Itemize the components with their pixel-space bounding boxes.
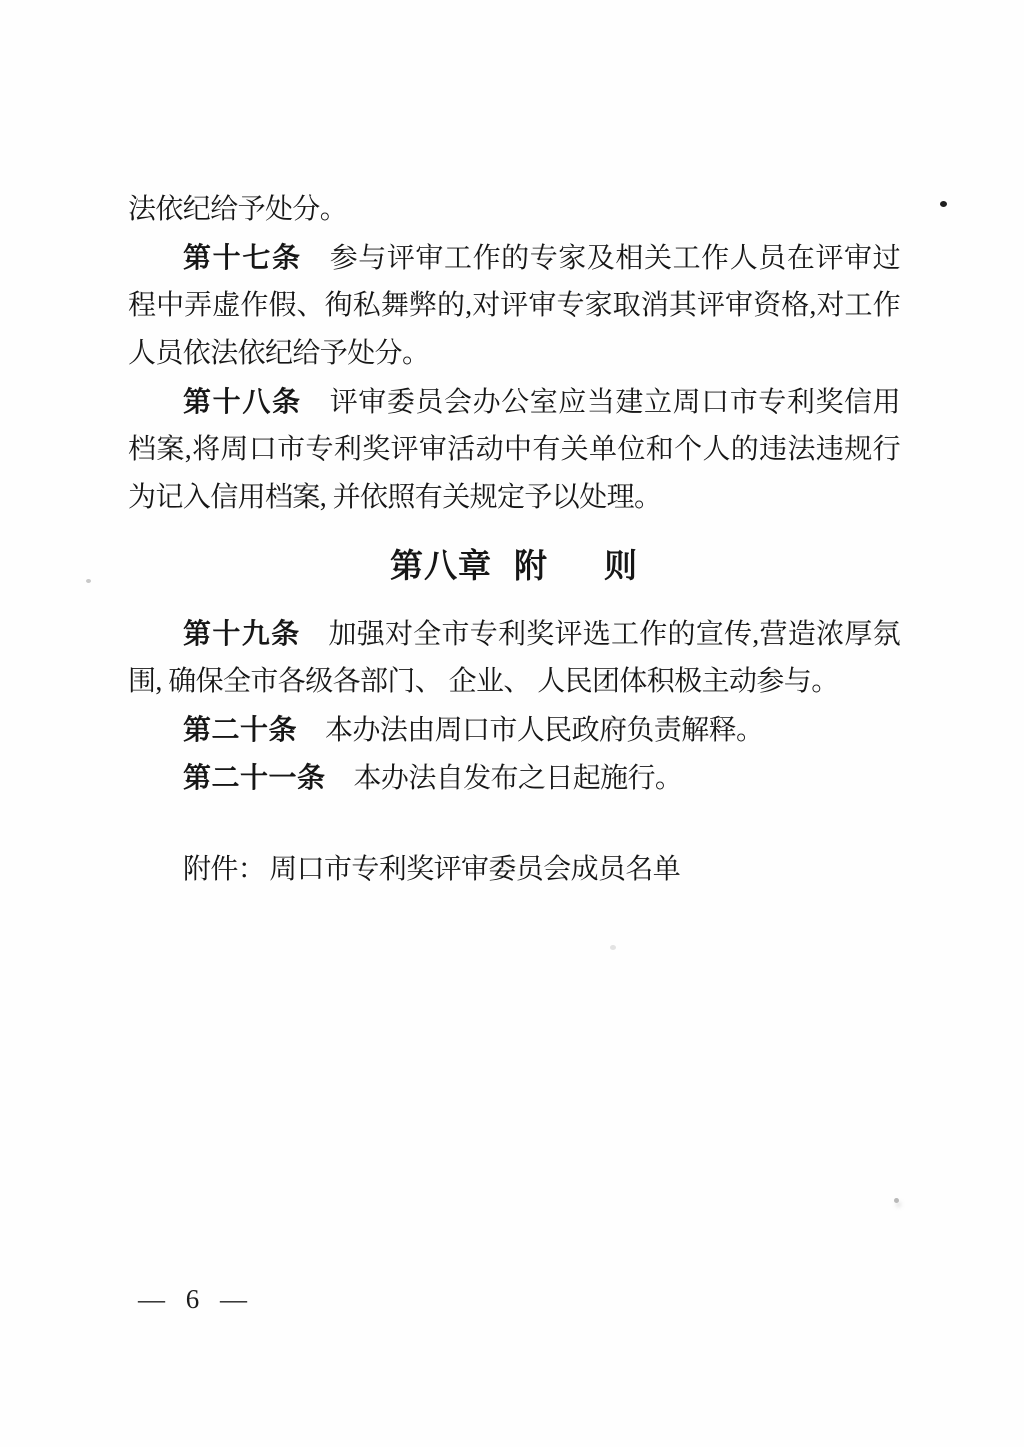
scan-artifact-dot [940,201,947,207]
paragraph-line [128,426,900,474]
page-number: — 6 — [138,1284,254,1314]
attachment-label: 附件： [183,854,266,885]
article-number: 第十七条 [183,242,302,273]
line-text: 围, 确保全市各级各部门、 企业、 人民团体积极主动参与。 [128,666,839,697]
line-text: 法依纪给予处分。 [128,194,348,225]
scan-artifact-speck [894,1198,899,1203]
document-body [128,186,900,894]
line-text: 为记入信用档案, 并依照有关规定予以处理。 [128,482,662,513]
paragraph-line [128,330,900,378]
scan-artifact-speck [86,579,91,583]
attachment-text: 周口市专利奖评审委员会成员名单 [269,854,681,885]
chapter-title-char-2: 则 [604,547,638,584]
line-text: 人员依法依纪给予处分。 [128,338,430,369]
line-text: 本办法自发布之日起施行。 [353,763,683,794]
article-number: 第二十一条 [183,762,326,793]
line-text: 程中弄虚作假、徇私舞弊的,对评审专家取消其评审资格,对工作 [128,290,900,321]
paragraph-line [128,234,900,282]
line-text: 加强对全市专利奖评选工作的宣传,营造浓厚氛 [328,619,900,650]
paragraph-line [128,474,900,522]
article-number: 第二十条 [183,714,298,745]
line-text: 本办法由周口市人民政府负责解释。 [325,715,764,746]
paragraph-line [128,186,900,234]
paragraph-line [128,282,900,330]
attachment-line [128,846,900,894]
chapter-number: 第八章 [390,547,492,584]
paragraph-line [128,706,900,754]
line-text: 参与评审工作的专家及相关工作人员在评审过 [329,243,900,274]
paragraph-line [128,754,900,802]
line-text: 档案,将周口市专利奖评审活动中有关单位和个人的违法违规行 [128,434,900,465]
chapter-title-char-1: 附 [514,547,548,584]
paragraph-line [128,610,900,658]
paragraph-line [128,378,900,426]
scan-artifact-speck [610,945,616,950]
line-text: 评审委员会办公室应当建立周口市专利奖信用 [329,387,900,418]
chapter-heading [128,542,900,590]
article-number: 第十八条 [183,386,302,417]
paragraph-line [128,658,900,706]
article-number: 第十九条 [183,618,301,649]
